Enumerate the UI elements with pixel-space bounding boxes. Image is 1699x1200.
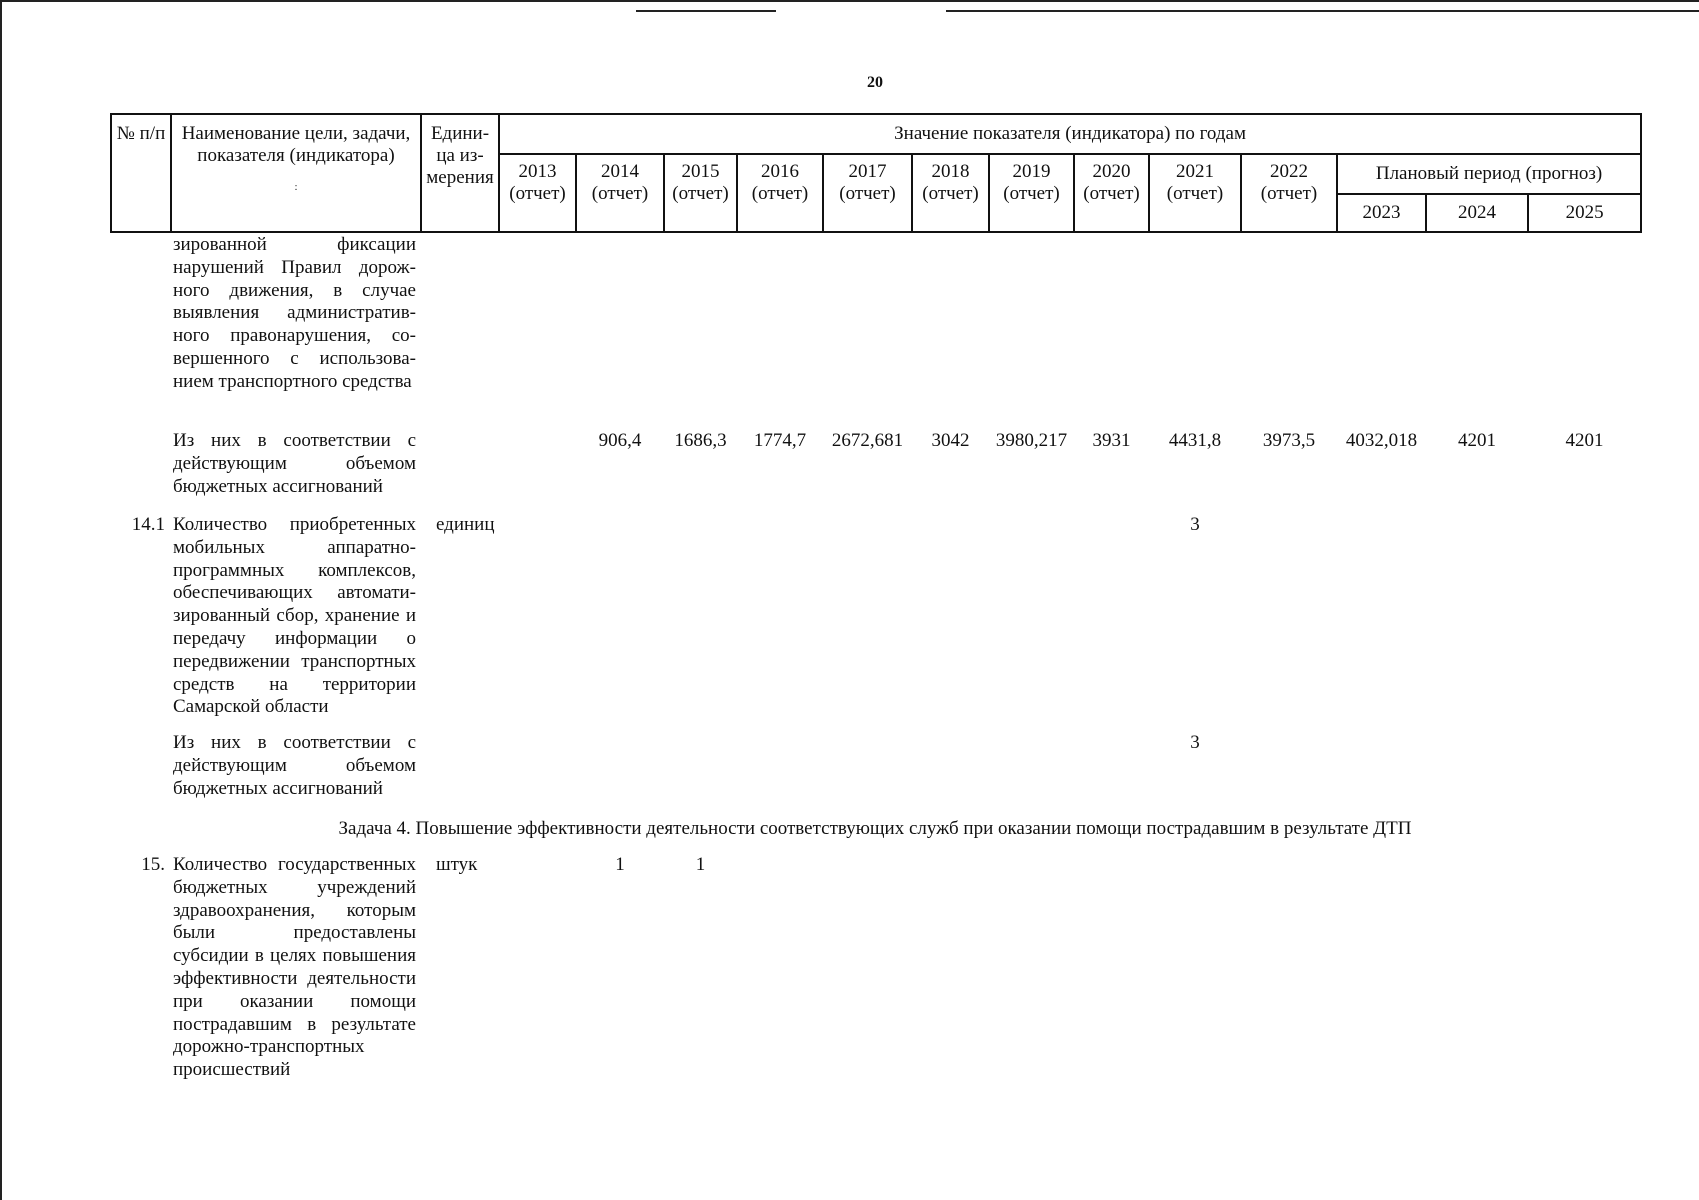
header-col-name-label: Наименование цели, задачи, показателя (индикатора) xyxy=(181,123,411,166)
header-year-2015: 2015 (отчет) xyxy=(664,154,737,232)
value-2014: 1 xyxy=(615,854,625,875)
header-col-number: № п/п xyxy=(111,114,171,232)
row-description: Из них в соответствии с действующим объемом бюджетных ассигнований xyxy=(173,732,416,799)
scan-border-top xyxy=(0,0,1699,2)
row-description: зированной фиксации нарушений Правил дорожного движения, в случае выявления административного правонарушения, совершенного с использованием транспортного средства xyxy=(173,234,416,392)
value-2022: 3973,5 xyxy=(1262,430,1316,451)
row-number: 14.1 xyxy=(131,514,165,535)
header-year-2019: 2019 (отчет) xyxy=(989,154,1074,232)
header-year-2022: 2022 (отчет) xyxy=(1241,154,1337,232)
header-year-2020: 2020 (отчет) xyxy=(1074,154,1149,232)
scan-border-left xyxy=(0,0,2,1200)
header-col-unit: Едини-ца из-мерения xyxy=(421,114,499,232)
value-2024: 4201 xyxy=(1458,430,1496,451)
value-2016: 1774,7 xyxy=(753,430,807,451)
value-2025: 4201 xyxy=(1565,430,1604,451)
header-year-2014: 2014 (отчет) xyxy=(576,154,664,232)
value-2019: 3980,217 xyxy=(995,430,1068,451)
header-year-2025: 2025 xyxy=(1528,194,1641,232)
header-year-2017: 2017 (отчет) xyxy=(823,154,912,232)
table-row xyxy=(110,430,1640,500)
table-row xyxy=(110,234,1640,414)
value-2021: 4431,8 xyxy=(1168,430,1222,451)
header-year-2016: 2016 (отчет) xyxy=(737,154,823,232)
row-description: Количество государственных бюджетных учреждений здравоохранения, которым были предоставлены субсидии в целях повышения эффективности деятельности при оказании помощи пострадавшим в результате дорожно-транспортных происшествий xyxy=(173,854,416,1081)
row-description: Количество приобретенных мобильных аппаратно-программных комплексов, обеспечивающих автоматизированный сбор, хранение и передачу информации о передвижении транспортных средств на территории Самарской области xyxy=(173,514,416,718)
value-2021: 3 xyxy=(1190,514,1200,535)
page-number: 20 xyxy=(867,74,883,91)
value-2020: 3931 xyxy=(1092,430,1131,451)
header-col-name-marker: : xyxy=(294,182,298,193)
scan-mark-top-right xyxy=(946,10,1699,12)
indicator-table-header xyxy=(110,113,1642,233)
row-unit: единиц xyxy=(436,514,495,535)
scan-mark-top-left xyxy=(636,10,776,12)
header-year-2018: 2018 (отчет) xyxy=(912,154,989,232)
table-row xyxy=(110,514,1640,718)
table-row xyxy=(110,732,1640,802)
value-2017: 2672,681 xyxy=(831,430,904,451)
row-number: 15. xyxy=(141,854,165,875)
table-row xyxy=(110,854,1640,1104)
row-description: Из них в соответствии с действующим объемом бюджетных ассигнований xyxy=(173,430,416,497)
value-2015: 1 xyxy=(695,854,706,875)
value-2015: 1686,3 xyxy=(674,430,727,451)
header-values-by-year: Значение показателя (индикатора) по годам xyxy=(499,114,1641,154)
header-col-name xyxy=(171,114,421,232)
value-2021: 3 xyxy=(1190,732,1200,753)
header-plan-period: Плановый период (прогноз) xyxy=(1337,154,1641,194)
header-year-2021: 2021 (отчет) xyxy=(1149,154,1241,232)
task-4-title: Задача 4. Повышение эффективности деятельности соответствующих служб при оказании помощи пострадавшим в результате ДТП xyxy=(338,818,1412,839)
header-year-2013: 2013 (отчет) xyxy=(499,154,576,232)
value-2014: 906,4 xyxy=(598,430,642,451)
value-2018: 3042 xyxy=(931,430,970,451)
row-unit: штук xyxy=(436,854,478,875)
header-year-2023: 2023 xyxy=(1337,194,1426,232)
value-2023: 4032,018 xyxy=(1345,430,1418,451)
header-year-2024: 2024 xyxy=(1426,194,1528,232)
